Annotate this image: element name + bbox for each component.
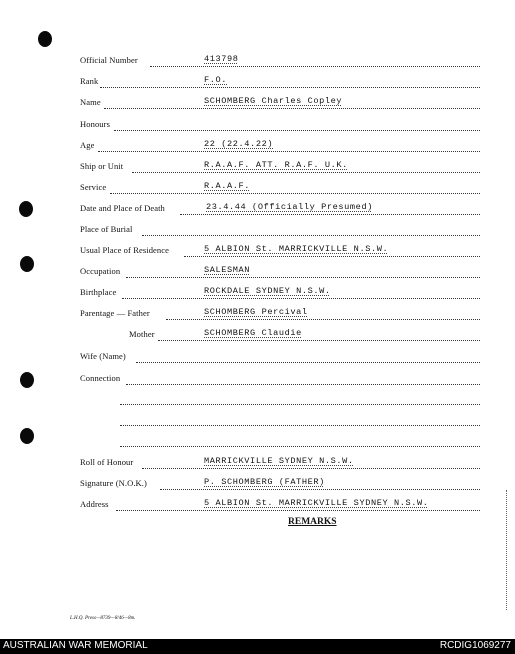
dotted-line — [98, 150, 480, 152]
dotted-line — [160, 488, 480, 490]
field-label: Mother — [129, 329, 155, 339]
dotted-line — [122, 297, 480, 299]
field-value: ROCKDALE SYDNEY N.S.W. — [204, 286, 331, 296]
field-value: 22 (22.4.22) — [204, 139, 274, 149]
dotted-line — [126, 383, 480, 385]
remarks-heading: REMARKS — [288, 517, 337, 527]
dotted-line — [158, 339, 480, 341]
field-label: Date and Place of Death — [80, 203, 165, 213]
dotted-line — [120, 445, 480, 447]
dotted-line — [184, 255, 480, 257]
field-label: Wife (Name) — [80, 351, 126, 361]
field-honours — [0, 119, 515, 133]
field-parentage-father — [0, 308, 515, 322]
field-value: SALESMAN — [204, 265, 251, 275]
field-label: Birthplace — [80, 287, 117, 297]
field-signature-nok — [0, 478, 515, 492]
field-roll-of-honour — [0, 457, 515, 471]
field-label: Ship or Unit — [80, 161, 124, 171]
dotted-line — [120, 403, 480, 405]
field-value: P. SCHOMBERG (FATHER) — [204, 477, 325, 487]
field-value: SCHOMBERG Percival — [204, 307, 308, 317]
field-value: 5 ALBION St. MARRICKVILLE SYDNEY N.S.W. — [204, 498, 429, 508]
field-label: Age — [80, 140, 95, 150]
dotted-line — [136, 361, 480, 363]
field-place-of-burial — [0, 224, 515, 238]
footer-source: AUSTRALIAN WAR MEMORIAL — [3, 640, 148, 651]
field-label: Usual Place of Residence — [80, 245, 170, 255]
field-rank — [0, 76, 515, 90]
field-label: Address — [80, 499, 109, 509]
archive-footer — [0, 639, 515, 654]
field-ship-or-unit — [0, 161, 515, 175]
field-value: MARRICKVILLE SYDNEY N.S.W. — [204, 456, 354, 466]
field-label: Name — [80, 97, 101, 107]
dotted-line — [166, 318, 480, 320]
dotted-line — [142, 467, 480, 469]
field-value: 23.4.44 (Officially Presumed) — [206, 202, 373, 212]
footer-record-id: RCDIG1069277 — [439, 640, 511, 651]
field-date-place-of-death — [0, 203, 515, 217]
field-value: 413798 — [204, 54, 239, 64]
field-usual-residence — [0, 245, 515, 259]
field-label: Parentage — Father — [80, 308, 150, 318]
field-value: R.A.A.F. — [204, 181, 251, 191]
field-value: SCHOMBERG Claudie — [204, 328, 302, 338]
dotted-line — [142, 234, 480, 236]
field-label: Signature (N.O.K.) — [80, 478, 147, 488]
dotted-line — [104, 107, 480, 109]
field-label: Roll of Honour — [80, 457, 134, 467]
dotted-line — [110, 192, 480, 194]
field-official-number — [0, 55, 515, 69]
field-occupation — [0, 266, 515, 280]
field-label: Honours — [80, 119, 110, 129]
field-label: Occupation — [80, 266, 121, 276]
dotted-line — [150, 65, 480, 67]
field-label: Official Number — [80, 55, 138, 65]
binder-hole — [20, 428, 34, 444]
field-label: Place of Burial — [80, 224, 133, 234]
field-value: F.O. — [204, 75, 228, 85]
field-parentage-mother — [0, 329, 515, 343]
field-value: 5 ALBION St. MARRICKVILLE N.S.W. — [204, 244, 389, 254]
field-label: Rank — [80, 76, 99, 86]
dotted-line — [114, 129, 480, 131]
field-connection — [0, 373, 515, 387]
field-label: Service — [80, 182, 107, 192]
dotted-line — [132, 171, 480, 173]
field-wife — [0, 351, 515, 365]
field-value: SCHOMBERG Charles Copley — [204, 96, 343, 106]
printer-line: L.H.Q. Press—8739—8/46—8m. — [70, 616, 136, 621]
dotted-line — [180, 213, 480, 215]
field-address — [0, 499, 515, 513]
dotted-line — [126, 276, 480, 278]
field-value: R.A.A.F. ATT. R.A.F. U.K. — [204, 160, 348, 170]
field-name — [0, 97, 515, 111]
field-service — [0, 182, 515, 196]
field-label: Connection — [80, 373, 121, 383]
dotted-line — [116, 509, 480, 511]
binder-hole — [38, 31, 52, 47]
dotted-line — [120, 424, 480, 426]
page-edge — [506, 490, 515, 610]
dotted-line — [100, 86, 480, 88]
field-birthplace — [0, 287, 515, 301]
field-age — [0, 140, 515, 154]
